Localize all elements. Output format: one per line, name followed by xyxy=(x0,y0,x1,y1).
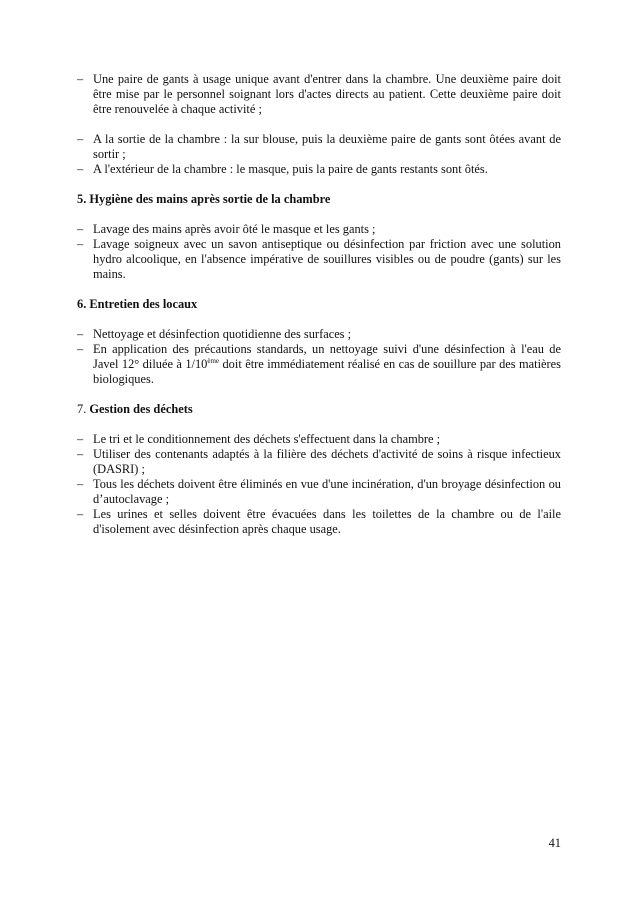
list-item xyxy=(77,477,561,507)
bullet-dash: – xyxy=(77,447,84,461)
list-item-text: Une paire de gants à usage unique avant d'entrer dans la chambre. Une deuxième paire doit être mise par le personnel soignant lors d'actes directs au patient. Cette deuxième paire doit être renouvelée à chaque activité ; xyxy=(93,72,561,116)
bullet-dash: – xyxy=(77,237,84,251)
page-content xyxy=(77,72,561,537)
list-item-text-part: doit être immédiatement réalisé en cas de souillure par des matières biologiques. xyxy=(93,357,562,386)
list-item xyxy=(77,132,561,162)
list-item-text: A l'extérieur de la chambre : le masque, puis la paire de gants restants sont ôtés. xyxy=(93,162,488,176)
bullet-dash: – xyxy=(77,162,84,176)
bullet-dash: – xyxy=(77,432,84,446)
list-item xyxy=(77,507,561,537)
list-item xyxy=(77,72,561,117)
bullet-dash: – xyxy=(77,222,84,236)
bullet-dash: – xyxy=(77,132,84,146)
bullet-dash: – xyxy=(77,327,84,341)
page-number: 41 xyxy=(548,836,561,850)
list-item-text: Lavage des mains après avoir ôté le masque et les gants ; xyxy=(93,222,376,236)
bullet-dash: – xyxy=(77,72,84,86)
list-item xyxy=(77,327,561,342)
list-item-text: Tous les déchets doivent être éliminés en vue d'une incinération, d'un broyage désinfection ou d’autoclavage ; xyxy=(93,477,561,506)
superscript: ème xyxy=(207,357,220,365)
list-item-text: Utiliser des contenants adaptés à la filière des déchets d'activité de soins à risque infectieux (DASRI) ; xyxy=(93,447,561,476)
list-item-text: A la sortie de la chambre : la sur blouse, puis la deuxième paire de gants sont ôtées avant de sortir ; xyxy=(93,132,561,161)
list-item xyxy=(77,342,561,387)
list-item xyxy=(77,447,561,477)
bullet-dash: – xyxy=(77,507,84,521)
list-item-text: Nettoyage et désinfection quotidienne des surfaces ; xyxy=(93,327,352,341)
section-7-heading xyxy=(77,402,561,417)
list-item xyxy=(77,222,561,237)
exit-list xyxy=(77,132,561,177)
bullet-dash: – xyxy=(77,342,84,356)
section-7-list xyxy=(77,432,561,537)
section-6-heading: 6. Entretien des locaux xyxy=(77,297,198,311)
section-5-list xyxy=(77,222,561,282)
section-5-heading: 5. Hygiène des mains après sortie de la chambre xyxy=(77,192,331,206)
section-7-title: Gestion des déchets xyxy=(89,402,193,416)
list-item xyxy=(77,237,561,282)
list-item-text: Le tri et le conditionnement des déchets s'effectuent dans la chambre ; xyxy=(93,432,441,446)
section-7-number: 7. xyxy=(77,402,87,416)
list-item-text: Les urines et selles doivent être évacuées dans les toilettes de la chambre ou de l'aile d'isolement avec désinfection après chaque usage. xyxy=(93,507,561,536)
section-6-list xyxy=(77,327,561,387)
list-item-text: Lavage soigneux avec un savon antiseptique ou désinfection par friction avec une solution hydro alcoolique, en l'absence impérative de souillures visibles ou de poudre (gants) sur les mains. xyxy=(93,237,561,281)
list-item xyxy=(77,162,561,177)
list-item-text-part: En application des précautions standards, un nettoyage suivi d'une désinfection à l'eau de Javel 12° diluée à 1/10 xyxy=(93,342,561,371)
bullet-dash: – xyxy=(77,477,84,491)
list-item xyxy=(77,432,561,447)
intro-list xyxy=(77,72,561,117)
